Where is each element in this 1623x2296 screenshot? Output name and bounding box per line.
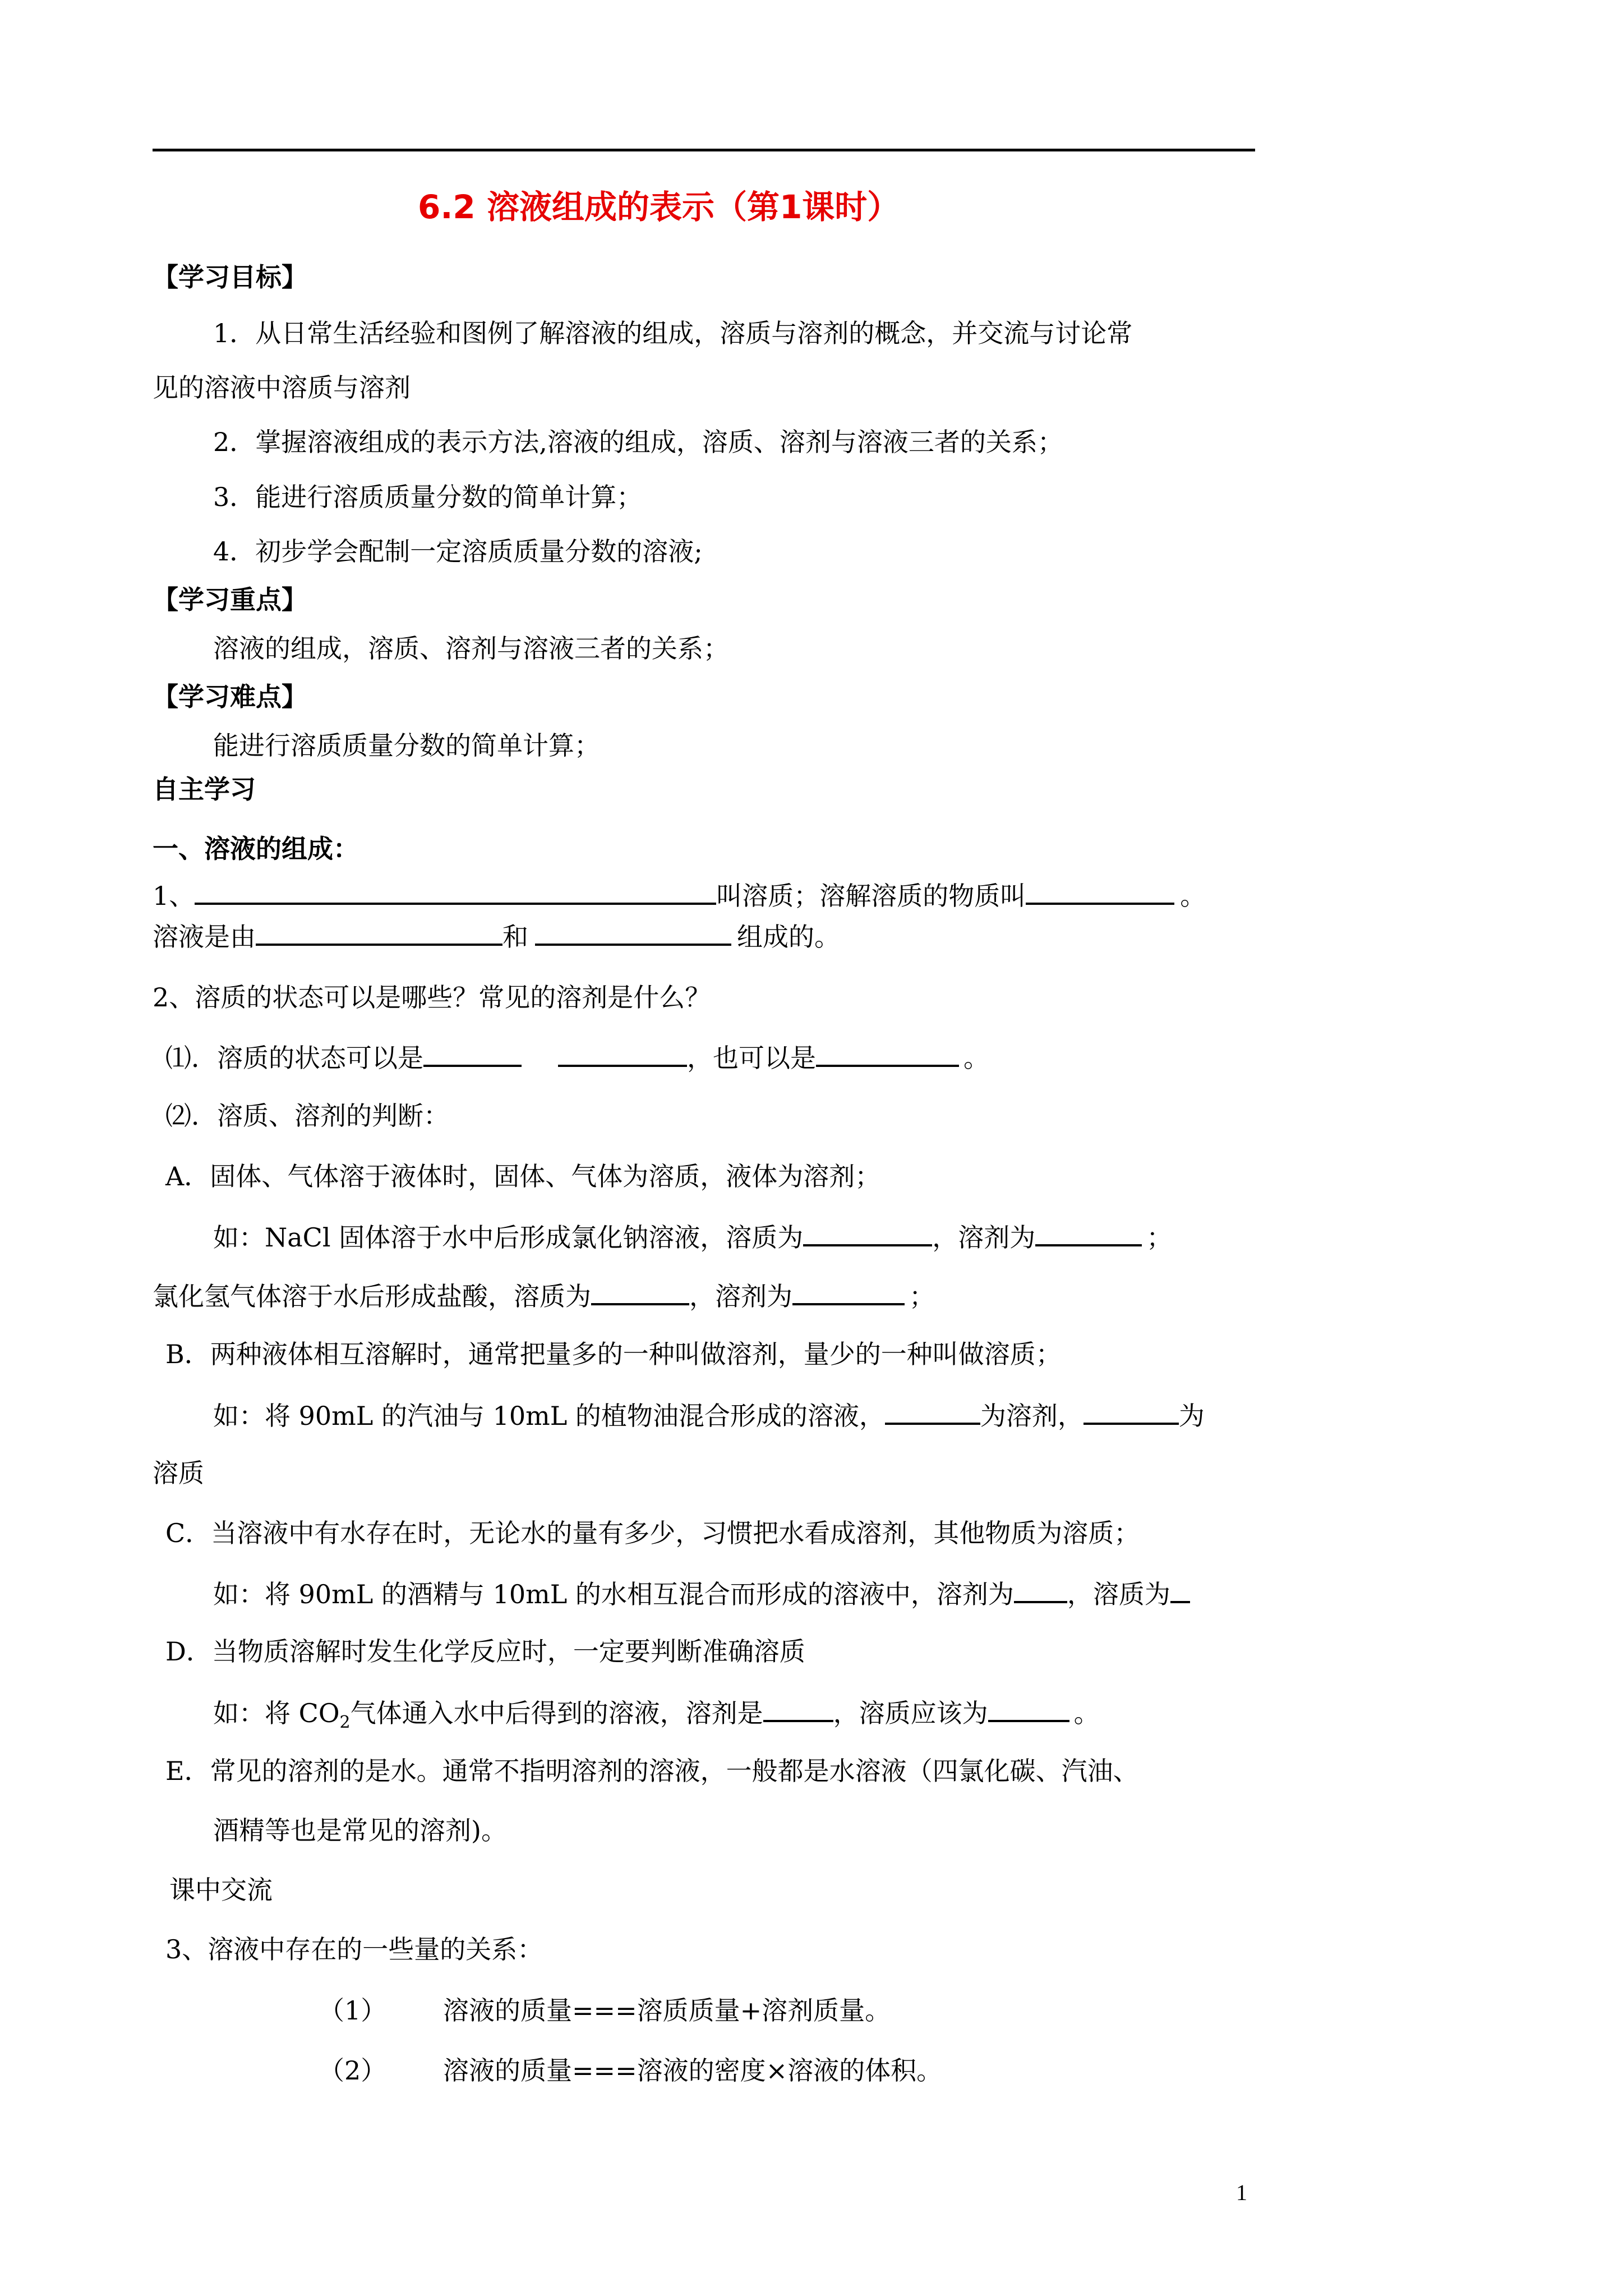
answer-blank[interactable]	[256, 918, 502, 946]
objective-1-cont: 见的溶液中溶质与溶剂	[153, 372, 411, 403]
rule-c: C．当溶液中有水存在时，无论水的量有多少，习惯把水看成溶剂，其他物质为溶质；	[165, 1518, 1140, 1548]
rule-b-example: 如：将 90mL 的汽油与 10mL 的植物油混合形成的溶液， 为溶剂， 为	[213, 1397, 1205, 1433]
rule-e: E．常见的溶剂的是水。通常不指明溶剂的溶液，一般都是水溶液（四氯化碳、汽油、	[165, 1756, 1139, 1786]
rule-d: D．当物质溶解时发生化学反应时，一定要判断准确溶质	[165, 1636, 805, 1667]
rule-a: A．固体、气体溶于液体时，固体、气体为溶质，液体为溶剂；	[165, 1161, 881, 1191]
rule-a-example: 如：NaCl 固体溶于水中后形成氯化钠溶液，溶质为 ，溶剂为 ；	[213, 1218, 1172, 1255]
answer-blank[interactable]	[1083, 1397, 1179, 1425]
key-heading: 【学习重点】	[153, 585, 307, 615]
key-text: 溶液的组成，溶质、溶剂与溶液三者的关系；	[213, 633, 729, 664]
answer-blank[interactable]	[816, 1039, 959, 1067]
answer-blank[interactable]	[423, 1039, 522, 1067]
question-2-1: ⑴．溶质的状态可以是 ，也可以是 。	[165, 1039, 989, 1075]
relation-2-number: （2）	[319, 2055, 387, 2086]
objective-3: 3．能进行溶质质量分数的简单计算；	[213, 482, 643, 512]
answer-blank[interactable]	[535, 918, 731, 946]
question-3: 3、溶液中存在的一些量的关系：	[165, 1934, 543, 1964]
page-number: 1	[1236, 2180, 1247, 2205]
answer-blank[interactable]	[763, 1694, 833, 1722]
relation-1-text: 溶液的质量===溶质质量+溶剂质量。	[443, 1995, 891, 2026]
objective-1: 1．从日常生活经验和图例了解溶液的组成，溶质与溶剂的概念，并交流与讨论常	[213, 318, 1133, 348]
answer-blank[interactable]	[803, 1218, 932, 1246]
answer-blank[interactable]	[885, 1397, 980, 1425]
rule-c-example: 如：将 90mL 的酒精与 10mL 的水相互混合而形成的溶液中，溶剂为 ，溶质为	[213, 1575, 1190, 1612]
answer-blank[interactable]	[792, 1277, 905, 1305]
rule-d-example: 如：将 $CO_2$气体通入水中后得到的溶液，溶剂是 ，溶质应该为 。	[213, 1694, 1100, 1740]
section1-heading: 一、溶液的组成：	[153, 834, 359, 864]
objective-4: 4．初步学会配制一定溶质质量分数的溶液;	[213, 536, 703, 567]
rule-b: B．两种液体相互溶解时，通常把量多的一种叫做溶剂，量少的一种叫做溶质；	[165, 1339, 1062, 1369]
answer-blank[interactable]	[1035, 1218, 1142, 1246]
difficulty-text: 能进行溶质质量分数的简单计算；	[213, 730, 600, 761]
rule-b-example-cont: 溶质	[153, 1458, 204, 1488]
answer-blank[interactable]	[558, 1039, 687, 1067]
relation-1-number: （1）	[319, 1995, 387, 2026]
objective-2: 2．掌握溶液组成的表示方法,溶液的组成，溶质、溶剂与溶液三者的关系；	[213, 427, 1063, 457]
question-1-line2: 溶液是由 和 组成的。	[153, 918, 840, 954]
answer-blank[interactable]	[1014, 1575, 1067, 1603]
question-2-2: ⑵．溶质、溶剂的判断：	[165, 1101, 449, 1131]
self-study-heading: 自主学习	[153, 774, 256, 804]
header-rule	[153, 149, 1255, 151]
answer-blank[interactable]	[1026, 877, 1174, 905]
answer-blank[interactable]	[591, 1277, 689, 1305]
answer-blank[interactable]	[988, 1694, 1069, 1722]
answer-blank[interactable]	[1170, 1575, 1190, 1603]
objectives-heading: 【学习目标】	[153, 262, 307, 292]
page-title: 6.2 溶液组成的表示（第1课时）	[418, 188, 900, 226]
class-exchange: 课中交流	[169, 1875, 273, 1905]
question-1: 1、 叫溶质；溶解溶质的物质叫 。	[153, 877, 1206, 913]
difficulty-heading: 【学习难点】	[153, 682, 307, 712]
rule-e-cont: 酒精等也是常见的溶剂)。	[213, 1815, 507, 1846]
relation-2-text: 溶液的质量===溶液的密度×溶液的体积。	[443, 2055, 943, 2086]
question-2: 2、溶质的状态可以是哪些？常见的溶剂是什么？	[153, 982, 711, 1013]
answer-blank[interactable]	[195, 877, 716, 905]
rule-a-example-2: 氯化氢气体溶于水后形成盐酸，溶质为 ，溶剂为 ；	[153, 1277, 935, 1314]
